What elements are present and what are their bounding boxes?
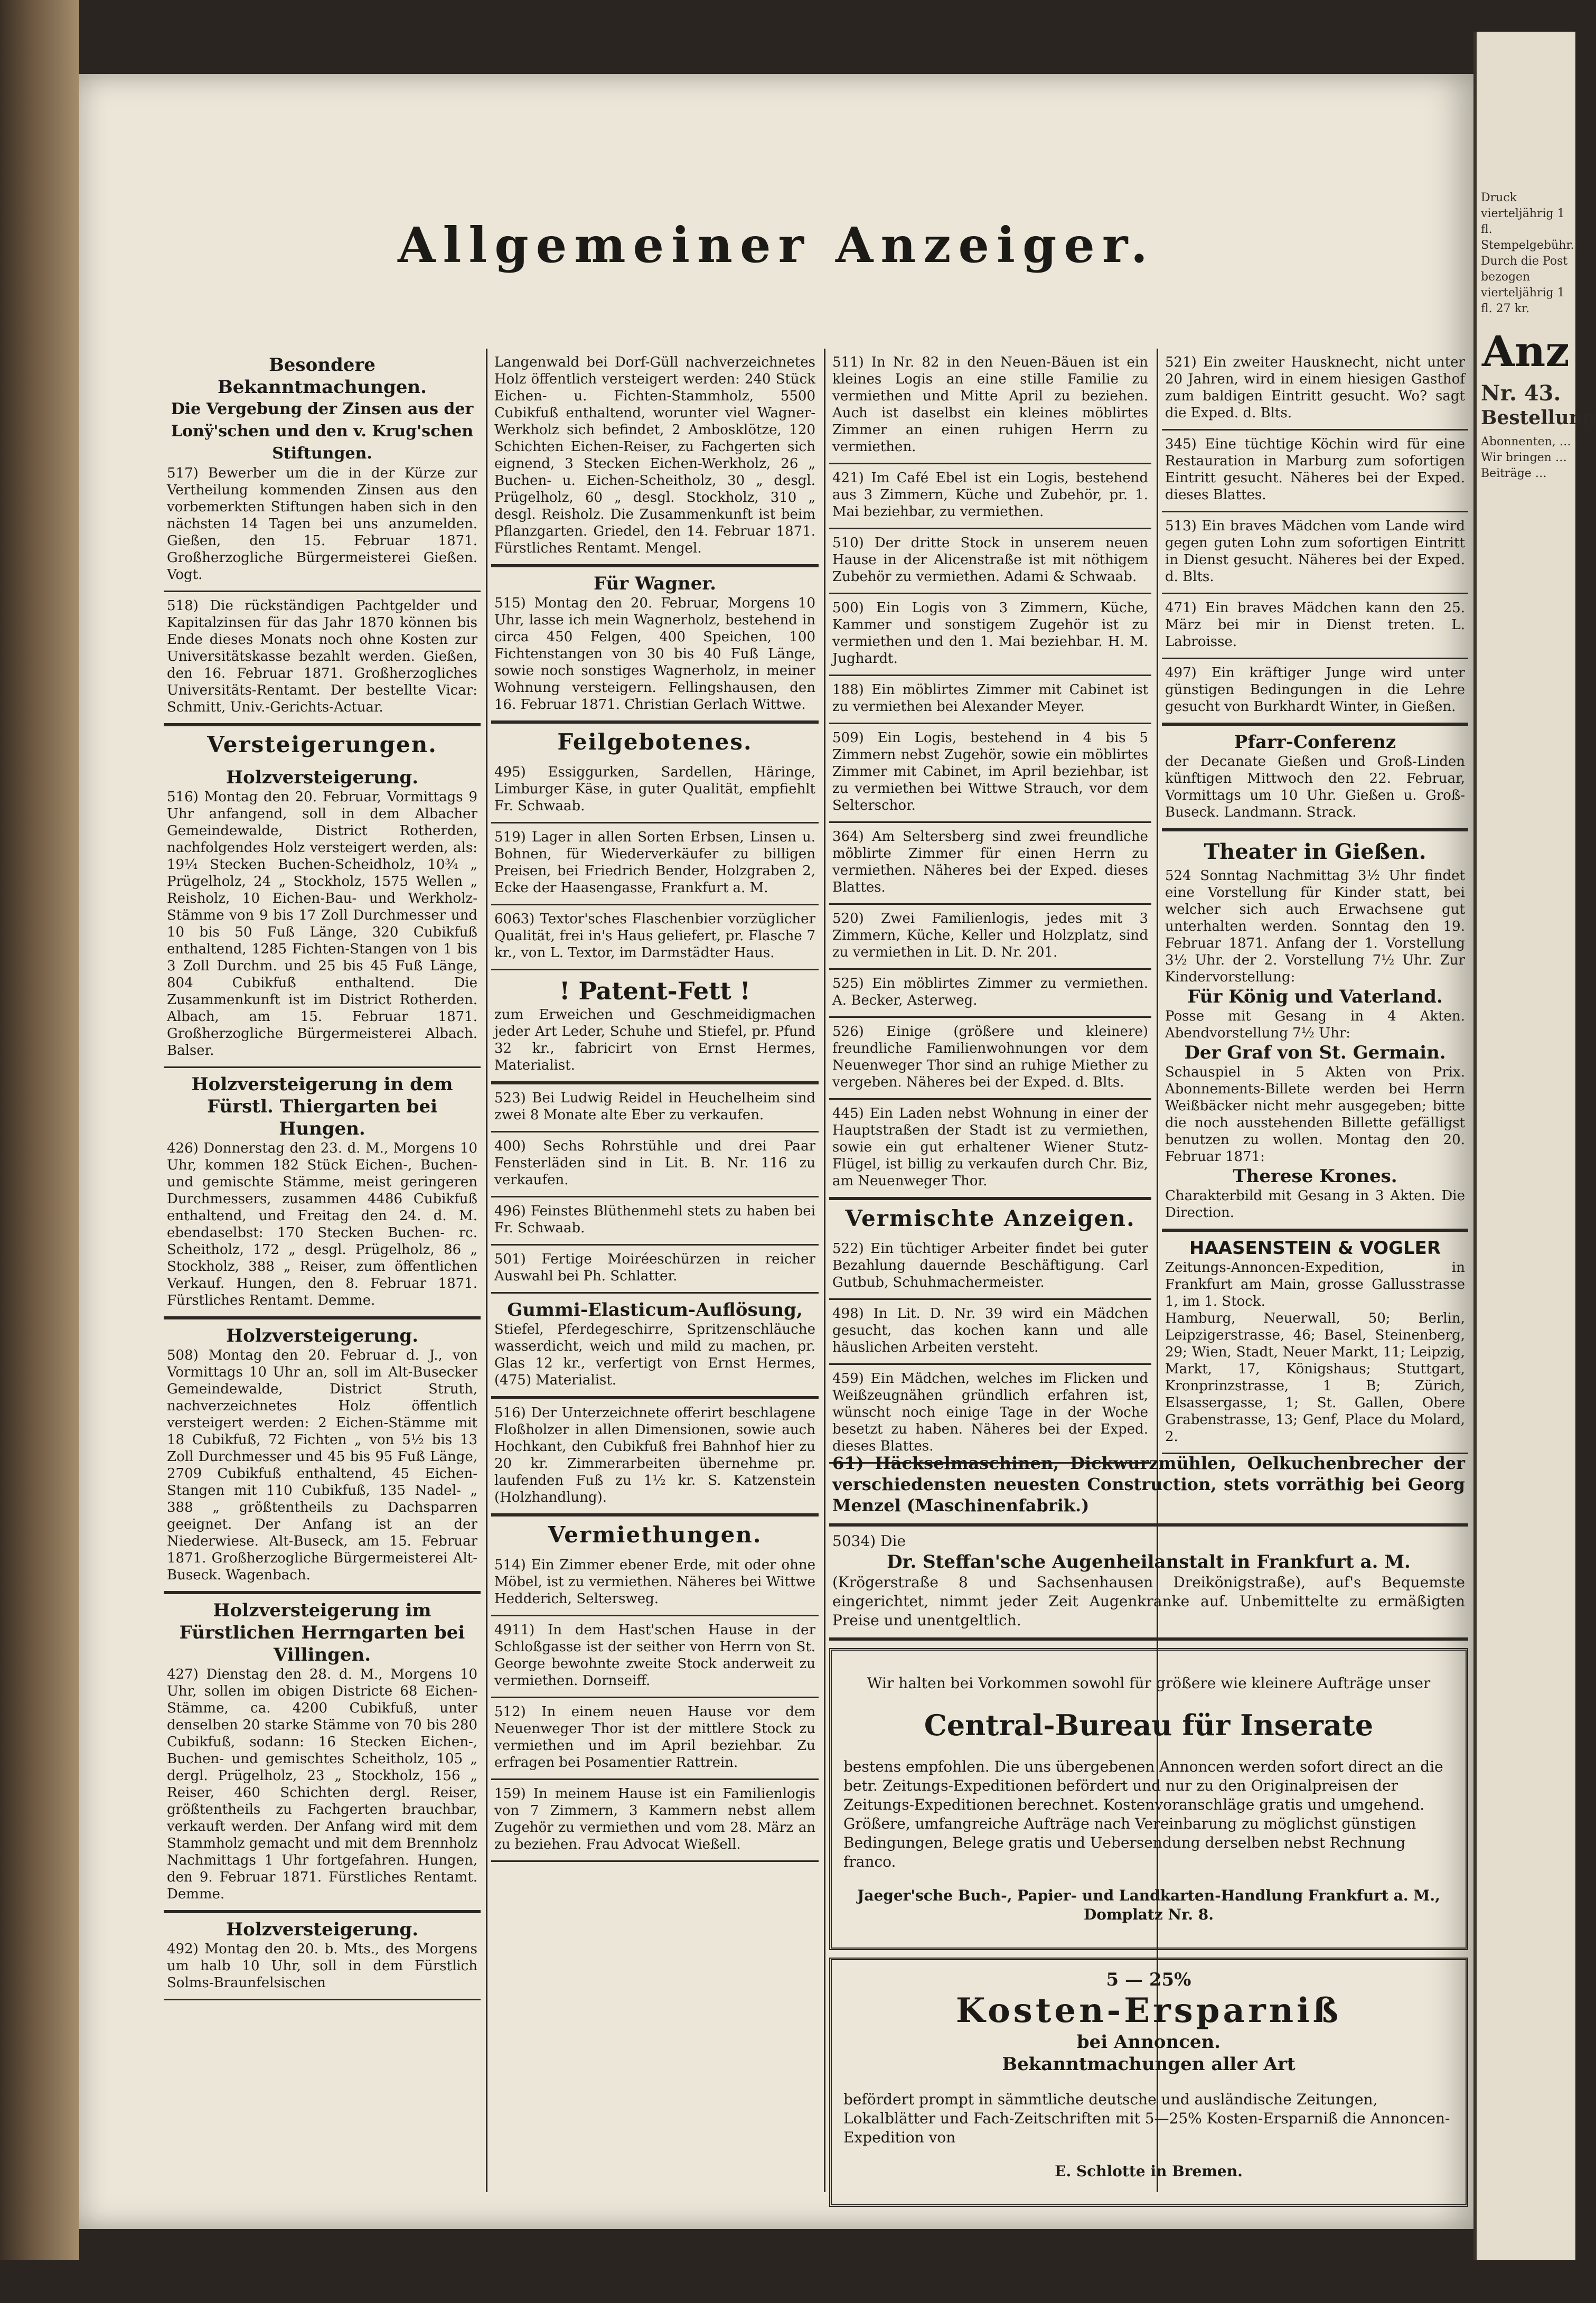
ad-heading: Für Wagner. [593, 573, 717, 594]
ad-heading: Central-Bureau für Inserate [924, 1708, 1374, 1742]
ad-heading: Holzversteigerung. [226, 767, 419, 788]
ad-text: 426) Donnerstag den 23. d. M., Morgens 10 Uhr, kommen 182 Stück Eichen-, Buchen- und gemischte Stämme, meist geringeren Durchmessers, zusammen 4486 Cubikfuß enthaltend, und Freitag den 24. d. M. ebendaselbst: 170 Stecken Buchen- rc. Scheitholz, 172 „ desgl. Prügelholz, 86 „ Stockholz, 388 „ Reiser, zum öffentlichen Verkauf. Hungen, den 8. Februar 1871. Fürstliches Rentamt. Demme. [167, 1140, 477, 1308]
ad-heading: Holzversteigerung in dem Fürstl. Thiergarten bei Hungen. [191, 1074, 453, 1139]
ad-text: 513) Ein braves Mädchen vom Lande wird gegen guten Lohn zum sofortigen Eintritt in Dienst gesucht. Näheres bei der Exped. d. Blts. [1165, 518, 1465, 585]
play-title: Therese Krones. [1233, 1166, 1397, 1187]
ad-text: 516) Der Unterzeichnete offerirt beschlagene Floßholzer in allen Dimensionen, sowie auch Hochkant, den Cubikfuß frei Bahnhof hier zu 20 kr. Zimmerarbeiten übernehme pr. laufenden Fuß zu 1½ kr. S. Katzenstein (Holzhandlung). [494, 1405, 815, 1505]
ad-text: Hamburg, Neuerwall, 50; Berlin, Leipzigerstrasse, 46; Basel, Steinenberg, 29; Wien, Stadt, Neuer Markt, 11; Leipzig, Markt, 17, Königshaus; Stuttgart, Kronprinzstrasse, 1 B; Zürich, Elsassergasse, 1; St. Gallen, Obere Grabenstrasse, 13; Genf, Place du Molard, 2. [1165, 1310, 1465, 1445]
ad-text: 508) Montag den 20. Februar d. J., von Vormittags 10 Uhr an, soll im Alt-Busecker Gemeindewalde, District Struth, nachverzeichnetes Holz öffentlich versteigert werden: 2 Eichen-Stämme mit 18 Cubikfuß, 72 Fichten „ von 5½ bis 13 Zoll Durchmesser und 45 bis 95 Fuß Länge, 2709 Cubikfuß enthaltend, 45 Eichen-Stangen mit 110 Cubikfuß, 135 Nadel- „ 388 „ größtentheils zu Dachsparren geeignet. Der Anfang ist an der Niederwiese. Alt-Buseck, am 15. Februar 1871. Großherzogliche Bürgermeisterei Alt-Buseck. Wagenbach. [167, 1347, 477, 1583]
ad-text: 459) Ein Mädchen, welches im Flicken und Weißzeugnähen gründlich erfahren ist, wünscht noch einige Tage in der Woche besetzt zu haben. Näheres bei der Exped. dieses Blattes. [832, 1371, 1148, 1454]
ad-heading: Bekanntmachungen aller Art [1002, 2054, 1295, 2075]
ad-heading: Dr. Steffan'sche Augenheilanstalt in Frankfurt a. M. [887, 1551, 1411, 1572]
ad-text: 520) Zwei Familienlogis, jedes mit 3 Zimmern, Küche, Keller und Holzplatz, sind zu vermiethen in Lit. D. Nr. 201. [832, 911, 1148, 960]
section-heading: Besondere Bekanntmachungen. [218, 354, 427, 398]
ad-text: bestens empfohlen. Die uns übergebenen Annoncen werden sofort direct an die betr. Zeitungs-Expeditionen befördert und nur zu den Originalpreisen der Zeitungs-Expeditionen berechnet. Kostenvoranschläge gratis und umgehend. Größere, umfangreiche Aufträge nach Vereinbarung zu möglichst günstigen Bedingungen, Belege gratis und Uebersendung derselben nebst Rechnung franco. [843, 1758, 1443, 1870]
ad-text: befördert prompt in sämmtliche deutsche und ausländische Zeitungen, Lokalblätter und Fach-Zeitschriften mit 5—25% Kosten-Ersparniß die Annoncen-Expedition von [843, 2091, 1450, 2146]
ad-text: 497) Ein kräftiger Junge wird unter günstigen Bedingungen in die Lehre gesucht von Burkhardt Winter, in Gießen. [1165, 665, 1465, 715]
sliver-issue: Nr. 43. [1481, 381, 1561, 406]
ad-text: 471) Ein braves Mädchen kann den 25. März bei mir in Dienst treten. L. Labroisse. [1165, 600, 1465, 650]
ad-text: 519) Lager in allen Sorten Erbsen, Linsen u. Bohnen, für Wiederverkäufer zu billigen Preisen, bei Friedrich Bender, Holzgraben 2, Ecke der Haasengasse, Frankfurt a. M. [494, 829, 815, 896]
ad-text: 498) In Lit. D. Nr. 39 wird ein Mädchen gesucht, das kochen kann und alle häuslichen Arbeiten versteht. [832, 1306, 1148, 1355]
sliver-masthead: Anz [1482, 326, 1570, 376]
ad-text: Wir halten bei Vorkommen sowohl für größere wie kleinere Aufträge unser [867, 1674, 1431, 1692]
ad-text: 525) Ein möblirtes Zimmer zu vermiethen. A. Becker, Asterweg. [832, 976, 1148, 1008]
ad-text: Schauspiel in 5 Akten von Prix. Abonnements-Billete werden bei Herrn Weißbäcker nicht mehr ausgegeben; bitte die noch ausstehenden Billette gefälligst benutzen zu wollen. Montag den 20. Februar 1871: [1165, 1064, 1465, 1165]
column-2 [491, 349, 819, 2197]
ad-text: Langenwald bei Dorf-Güll nachverzeichnetes Holz öffentlich versteigert werden: 240 Stück Eichen- u. Fichten-Stammholz, 5500 Cubikfuß enthaltend, worunter viel Wagner-Werkholz sich befindet, 2 Ambosklötze, 120 Schichten Eichen-Reiser, zu Fachgerten sich eignend, 3 Stecken Eichen-Werkholz, 26 „ Buchen- u. Eichen-Scheitholz, 30 „ desgl. Prügelholz, 60 „ desgl. Stockholz, 310 „ desgl. Reisholz. Die Zusammenkunft ist beim Pflanzgarten. Griedel, den 14. Februar 1871. Fürstliches Rentamt. Mengel. [494, 354, 815, 556]
sliver-text: Abonnenten, … Wir bringen … Beiträge … [1481, 435, 1571, 480]
ad-text: 400) Sechs Rohrstühle und drei Paar Fensterläden sind in Lit. B. Nr. 116 zu verkaufen. [494, 1138, 815, 1188]
section-heading: Versteigerungen. [207, 732, 437, 757]
ad-text: (Krögerstraße 8 und Sachsenhausen Dreikönigstraße), auf's Bequemste eingerichtet, nimmt jeder Zeit Augenkranke auf. Unbemittelte zu ermäßigten Preise und unentgeltlich. [832, 1574, 1465, 1629]
ad-text: 495) Essiggurken, Sardellen, Häringe, Limburger Käse, in guter Qualität, empfiehlt Fr. Schwaab. [494, 764, 815, 814]
ad-text: 427) Dienstag den 28. d. M., Morgens 10 Uhr, sollen im obigen Districte 68 Eichen-Stämme, ca. 4200 Cubikfuß, unter denselben 20 starke Stämme von 70 bis 280 Cubikfuß, sodann: 16 Stecken Eichen-, Buchen- und gemischtes Scheitholz, 105 „ dergl. Prügelholz, 23 „ Stockholz, 156 „ Reiser, 460 Schichten dergl. Reiser, größtentheils zu Fachgerten brauchbar, verkauft werden. Der Anfang wird mit dem Stammholz gemacht und mit dem Brennholz Nachmittags 1 Uhr fortgefahren. Hungen, den 9. Februar 1871. Fürstliches Rentamt. Demme. [167, 1667, 477, 1902]
ad-text: 4911) In dem Hast'schen Hause in der Schloßgasse ist der seither von Herrn von St. George bewohnte zweite Stock anderweit zu vermiethen. Dornseiff. [494, 1622, 815, 1689]
play-title: Für König und Vaterland. [1187, 986, 1443, 1007]
ad-text: 516) Montag den 20. Februar, Vormittags 9 Uhr anfangend, soll in dem Albacher Gemeindewalde, District Rotherden, nachfolgendes Holz versteigert werden, als: 19¼ Stecken Buchen-Scheidholz, 10¾ „ Prügelholz, 24 „ Stockholz, 1575 Wellen „ Reisholz, 10 Eichen-Bau- und Werkholz-Stämme von 9 bis 17 Zoll Durchmesser und 10 bis 50 Fuß Länge, 320 Cubikfuß enthaltend, 1285 Fichten-Stangen von 1 bis 3 Zoll Durchm. und 25 bis 45 Fuß Länge, 804 Cubikfuß enthaltend. Die Zusammenkunft ist im District Rotherden. Albach, am 15. Februar 1871. Großherzogliche Bürgermeisterei Albach. Balser. [167, 789, 477, 1059]
ad-heading: Holzversteigerung im Fürstlichen Herrngarten bei Villingen. [179, 1600, 465, 1665]
ad-heading: Theater in Gießen. [1204, 839, 1426, 864]
column-1 [164, 349, 481, 2197]
ad-heading: Gummi-Elasticum-Auflösung, [507, 1299, 803, 1321]
ad-text: zum Erweichen und Geschmeidigmachen jeder Art Leder, Schuhe und Stiefel, pr. Pfund 32 kr., fabricirt von Ernst Hermes, Materialist. [494, 1007, 815, 1073]
ad-text: 515) Montag den 20. Februar, Morgens 10 Uhr, lasse ich mein Wagnerholz, bestehend in circa 450 Felgen, 400 Speichen, 100 Fichtenstangen von 30 bis 40 Fuß Länge, sowie noch sonstiges Wagnerholz, in meiner Wohnung versteigern. Fellingshausen, den 16. Februar 1871. Christian Gerlach Wittwe. [494, 595, 815, 713]
ad-text: 521) Ein zweiter Hausknecht, nicht unter 20 Jahren, wird in einem hiesigen Gasthof zum baldigen Eintritt gesucht. Wo? sagt die Exped. d. Blts. [1165, 354, 1465, 421]
ad-text: 512) In einem neuen Hause vor dem Neuenweger Thor ist der mittlere Stock zu vermiethen und im April beziehbar. Zu erfragen bei Posamentier Rattrein. [494, 1704, 815, 1771]
ad-text: 445) Ein Laden nebst Wohnung in einer der Hauptstraßen der Stadt ist zu vermiethen, sowie ein gut erhaltener Wiener Stutz-Flügel, ist billig zu verkaufen durch Chr. Biz, am Neuenweger Thor. [832, 1106, 1148, 1189]
masthead: Allgemeiner Anzeiger. [398, 217, 1155, 274]
ad-signature: E. Schlotte in Bremen. [1055, 2162, 1243, 2180]
newspaper-page [79, 74, 1473, 2229]
ad-text: 188) Ein möblirtes Zimmer mit Cabinet ist zu vermiethen bei Alexander Meyer. [832, 682, 1148, 715]
section-heading: Vermiethungen. [548, 1522, 762, 1548]
ad-heading: Holzversteigerung. [226, 1919, 419, 1940]
column-rule [486, 349, 487, 2192]
section-heading: Vermischte Anzeigen. [845, 1205, 1135, 1231]
wide-ads [829, 1447, 1468, 2303]
ad-text: 511) In Nr. 82 in den Neuen-Bäuen ist ein kleines Logis an eine stille Familie zu vermiethen und Mitte April zu beziehen. Auch ist daselbst ein kleines möblirtes Zimmer an einen ruhigen Herrn zu vermiethen. [832, 354, 1148, 455]
ad-text: der Decanate Gießen und Groß-Linden künftigen Mittwoch den 22. Februar, Vormittags um 10 Uhr. Gießen u. Groß-Buseck. Landmann. Strack. [1165, 754, 1465, 820]
notice-heading: Die Vergebung der Zinsen aus der Lonÿ'schen und den v. Krug'schen Stiftungen. [171, 400, 474, 463]
ad-text: 61) Häckselmaschinen, Dickwurzmühlen, Oelkuchenbrecher der verschiedensten neuesten Construction, stets vorräthig bei Georg Menzel (Maschinenfabrik.) [832, 1453, 1465, 1515]
ad-heading: Pfarr-Conferenz [1234, 732, 1396, 753]
next-page-edge [1473, 32, 1596, 2260]
ad-text: Charakterbild mit Gesang in 3 Akten. Die Direction. [1165, 1188, 1465, 1221]
ad-text: 523) Bei Ludwig Reidel in Heuchelheim sind zwei 8 Monate alte Eber zu verkaufen. [494, 1090, 815, 1123]
ad-text: 345) Eine tüchtige Köchin wird für eine Restauration in Marburg zum sofortigen Eintritt gesucht. Näheres bei der Exped. dieses Blattes. [1165, 436, 1465, 503]
ad-text: Stiefel, Pferdegeschirre, Spritzenschläuche wasserdicht, weich und mild zu machen, pr. Glas 12 kr., verfertigt von Ernst Hermes, (475) Materialist. [494, 1322, 815, 1388]
ad-text: 524 Sonntag Nachmittag 3½ Uhr findet eine Vorstellung für Kinder statt, bei welcher sich auch Erwachsene gut unterhalten werden. Sonntag den 19. Februar 1871. Anfang der 1. Vorstellung 3½ Uhr. der 2. Vorstellung 7½ Uhr. Zur Kindervorstellung: [1165, 868, 1465, 985]
ad-text: 5034) Die [832, 1532, 906, 1550]
column-rule [824, 349, 825, 2192]
column-3 [829, 349, 1151, 1454]
ad-text: 421) Im Café Ebel ist ein Logis, bestehend aus 3 Zimmern, Küche und Zubehör, pr. 1. Mai beziehbar, zu vermiethen. [832, 470, 1148, 520]
ad-text: 492) Montag den 20. b. Mts., des Morgens um halb 10 Uhr, soll in dem Fürstlich Solms-Braunfelsischen [167, 1941, 477, 1991]
ad-text: 509) Ein Logis, bestehend in 4 bis 5 Zimmern nebst Zugehör, sowie ein möblirtes Zimmer mit Cabinet, im April beziehbar, ist zu vermiethen bei Wittwe Strauch, vor dem Selterschor. [832, 730, 1148, 813]
ad-text: 526) Einige (größere und kleinere) freundliche Familienwohnungen vor dem Neuenweger Thor sind an ruhige Miether zu vergeben. Näheres bei der Exped. d. Blts. [832, 1024, 1148, 1090]
column-4 [1162, 349, 1468, 1445]
ad-text: 159) In meinem Hause ist ein Familienlogis von 7 Zimmern, 3 Kammern nebst allem Zugehör zu vermiethen und vom 28. März an zu beziehen. Frau Advocat Wießell. [494, 1786, 815, 1852]
ad-text: 514) Ein Zimmer ebener Erde, mit oder ohne Möbel, ist zu vermiethen. Näheres bei Wittwe Hedderich, Seltersweg. [494, 1557, 815, 1607]
ad-text: Posse mit Gesang in 4 Akten. Abendvorstellung 7½ Uhr: [1165, 1008, 1465, 1041]
sliver-heading: Bestellung [1481, 407, 1596, 429]
play-title: Der Graf von St. Germain. [1184, 1042, 1446, 1063]
book-spine-left [0, 0, 79, 2260]
ad-signature: Jaeger'sche Buch-, Papier- und Landkarten-Handlung Frankfurt a. M., Domplatz Nr. 8. [857, 1887, 1440, 1923]
ad-text: Zeitungs-Annoncen-Expedition, in Frankfurt am Main, grosse Gallusstrasse 1, im 1. Stock. [1165, 1260, 1465, 1309]
ad-heading: Kosten-Ersparniß [955, 1991, 1342, 2030]
section-heading: Feilgebotenes. [557, 729, 753, 755]
ad-heading: HAASENSTEIN & VOGLER [1189, 1238, 1441, 1259]
ad-text: 501) Fertige Moiréeschürzen in reicher Auswahl bei Ph. Schlatter. [494, 1251, 815, 1284]
ad-heading: ! Patent-Fett ! [559, 977, 750, 1005]
kosten-ersparniss-box [829, 1958, 1468, 2207]
ad-text: 500) Ein Logis von 3 Zimmern, Küche, Kammer und sonstigem Zugehör ist zu vermiethen und den 1. Mai beziehbar. H. M. Jughardt. [832, 600, 1148, 667]
central-bureau-box [829, 1648, 1468, 1950]
ad-text: 6063) Textor'sches Flaschenbier vorzüglicher Qualität, frei in's Haus geliefert, pr. Flasche 7 kr., von L. Textor, im Darmstädter Haus. [494, 911, 815, 961]
ad-text: 510) Der dritte Stock in unserem neuen Hause in der Alicenstraße ist mit nöthigem Zubehör zu vermiethen. Adami & Schwaab. [832, 535, 1148, 585]
ad-text: 522) Ein tüchtiger Arbeiter findet bei guter Bezahlung dauernde Beschäftigung. Carl Gutbub, Schuhmachermeister. [832, 1241, 1148, 1290]
sliver-text: Druck vierteljährig 1 fl. Stempelgebühr. Durch die Post bezogen vierteljährig 1 fl. 27 kr. [1481, 191, 1574, 315]
notice-text: 517) Bewerber um die in der Kürze zur Vertheilung kommenden Zinsen aus den vorbemerkten Stiftungen haben sich in den nächsten 14 Tagen bei uns anzumelden. Gießen, den 15. Februar 1871. Großherzogliche Bürgermeisterei Gießen. Vogt. [167, 465, 477, 583]
ad-text: 364) Am Seltersberg sind zwei freundliche möblirte Zimmer für einen Herrn zu vermiethen. Näheres bei der Exped. dieses Blattes. [832, 829, 1148, 895]
ad-text: 5 — 25% [1106, 1969, 1191, 1990]
ad-text: 496) Feinstes Blüthenmehl stets zu haben bei Fr. Schwaab. [494, 1203, 815, 1236]
ad-subheading: bei Annoncen. [1076, 2031, 1221, 2053]
ad-heading: Holzversteigerung. [226, 1325, 419, 1346]
notice-text: 518) Die rückständigen Pachtgelder und Kapitalzinsen für das Jahr 1870 können bis Ende dieses Monats noch ohne Kosten zur Universitätskasse bezahlt werden. Gießen, den 16. Februar 1871. Großherzogliches Universitäts-Rentamt. Der bestellte Vicar: Schmitt, Univ.-Gerichts-Actuar. [167, 598, 477, 715]
